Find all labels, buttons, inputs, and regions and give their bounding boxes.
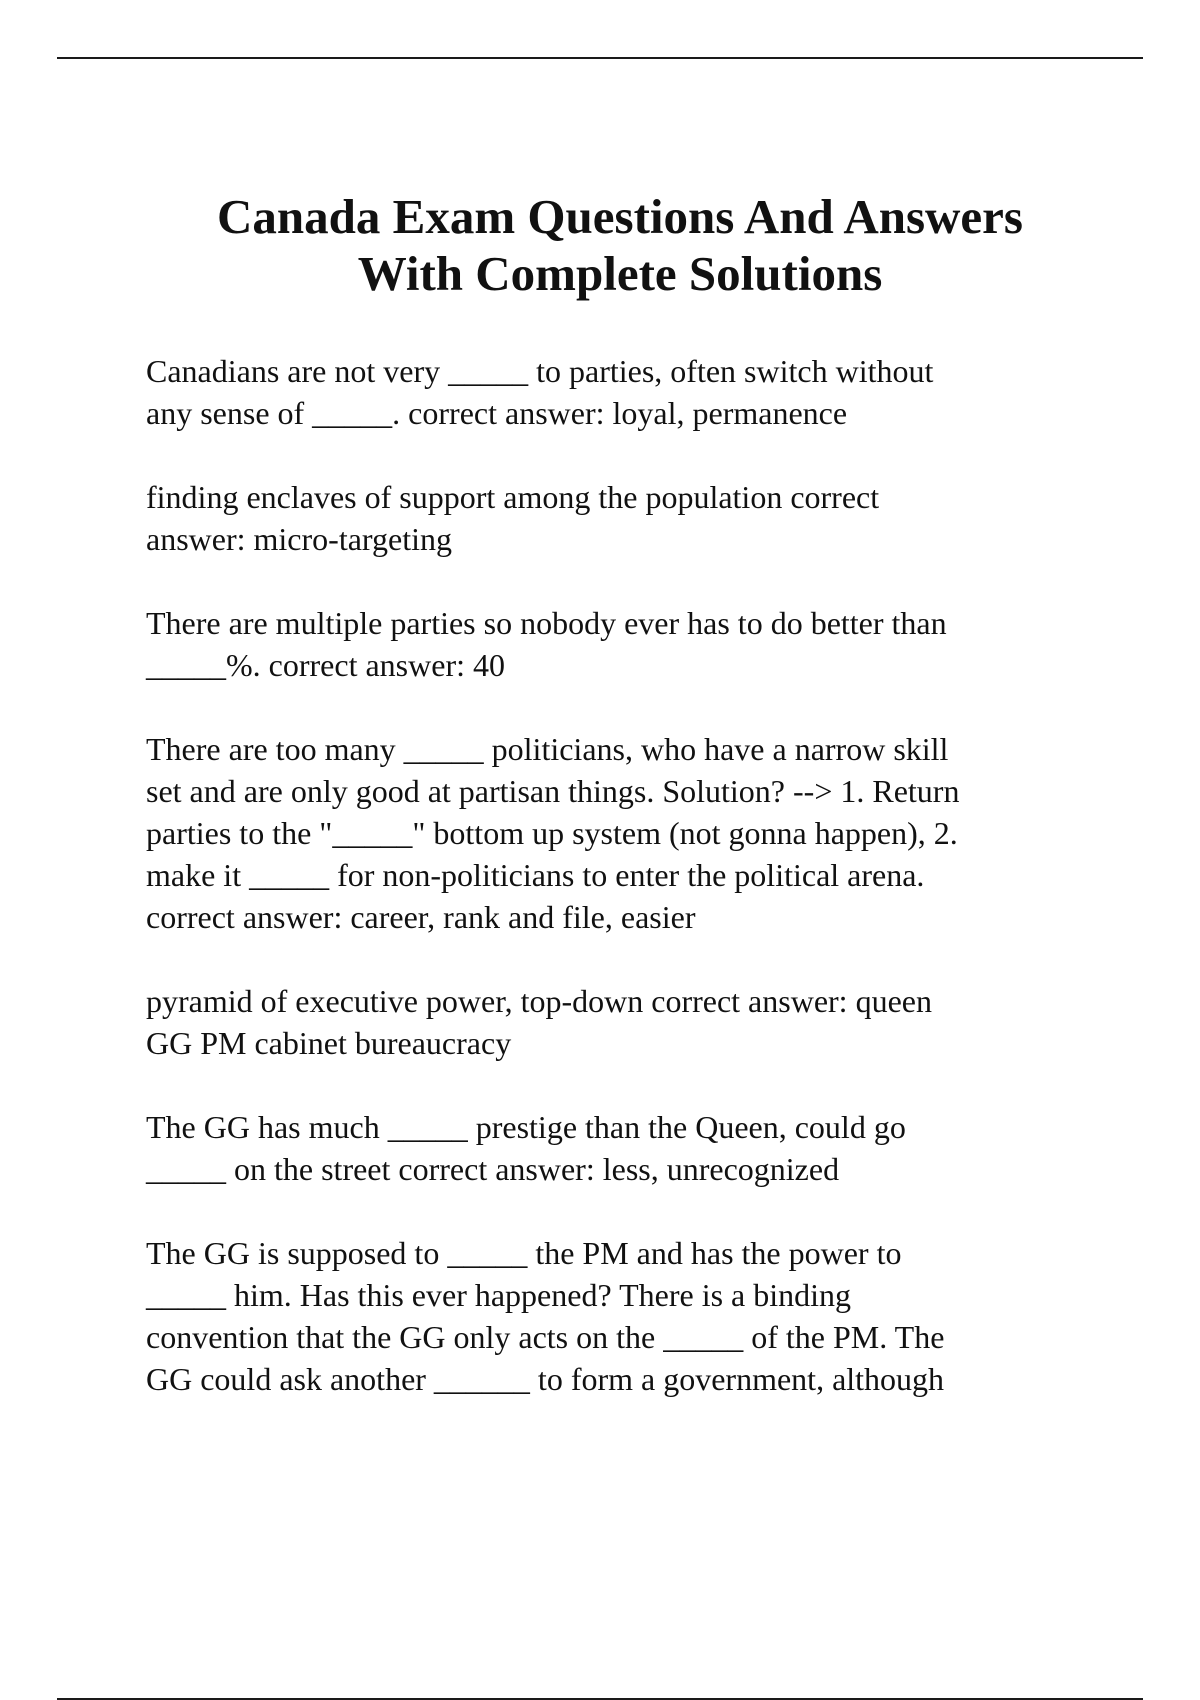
qa-entry-4-line-5: correct answer: career, rank and file, easier <box>146 899 696 935</box>
qa-entry-7-line-3: convention that the GG only acts on the _____ of the PM. The <box>146 1319 945 1355</box>
qa-entry-6-line-2: _____ on the street correct answer: less, unrecognized <box>146 1151 840 1187</box>
qa-entry-4-line-2: set and are only good at partisan things. Solution? --> 1. Return <box>146 773 960 809</box>
qa-entry-1-line-1: Canadians are not very _____ to parties, often switch without <box>146 353 934 389</box>
qa-entry-6 <box>146 1106 1126 1190</box>
qa-entry-7-line-4: GG could ask another ______ to form a government, although <box>146 1361 945 1397</box>
qa-entry-2-line-1: finding enclaves of support among the population correct <box>146 479 880 515</box>
qa-entry-5 <box>146 980 1126 1064</box>
page-title <box>130 188 1110 302</box>
qa-entry-3 <box>146 602 1126 686</box>
qa-entry-2-line-2: answer: micro-targeting <box>146 521 452 557</box>
qa-entry-4-line-1: There are too many _____ politicians, who have a narrow skill <box>146 731 949 767</box>
qa-entry-1 <box>146 350 1126 434</box>
qa-entry-7-line-1: The GG is supposed to _____ the PM and has the power to <box>146 1235 902 1271</box>
qa-entry-5-line-1: pyramid of executive power, top-down correct answer: queen <box>146 983 932 1019</box>
page-title-line-1: Canada Exam Questions And Answers <box>217 189 1023 244</box>
qa-entry-4-line-4: make it _____ for non-politicians to enter the political arena. <box>146 857 925 893</box>
top-divider <box>57 57 1143 59</box>
qa-list <box>146 350 1126 1442</box>
qa-entry-4 <box>146 728 1126 938</box>
qa-entry-7-line-2: _____ him. Has this ever happened? There is a binding <box>146 1277 852 1313</box>
qa-entry-4-line-3: parties to the "_____" bottom up system (not gonna happen), 2. <box>146 815 958 851</box>
qa-entry-1-line-2: any sense of _____. correct answer: loyal, permanence <box>146 395 848 431</box>
qa-entry-7 <box>146 1232 1126 1400</box>
qa-entry-5-line-2: GG PM cabinet bureaucracy <box>146 1025 512 1061</box>
qa-entry-6-line-1: The GG has much _____ prestige than the Queen, could go <box>146 1109 906 1145</box>
qa-entry-3-line-1: There are multiple parties so nobody ever has to do better than <box>146 605 947 641</box>
page-title-line-2: With Complete Solutions <box>357 246 883 301</box>
qa-entry-2 <box>146 476 1126 560</box>
qa-entry-3-line-2: _____%. correct answer: 40 <box>146 647 505 683</box>
